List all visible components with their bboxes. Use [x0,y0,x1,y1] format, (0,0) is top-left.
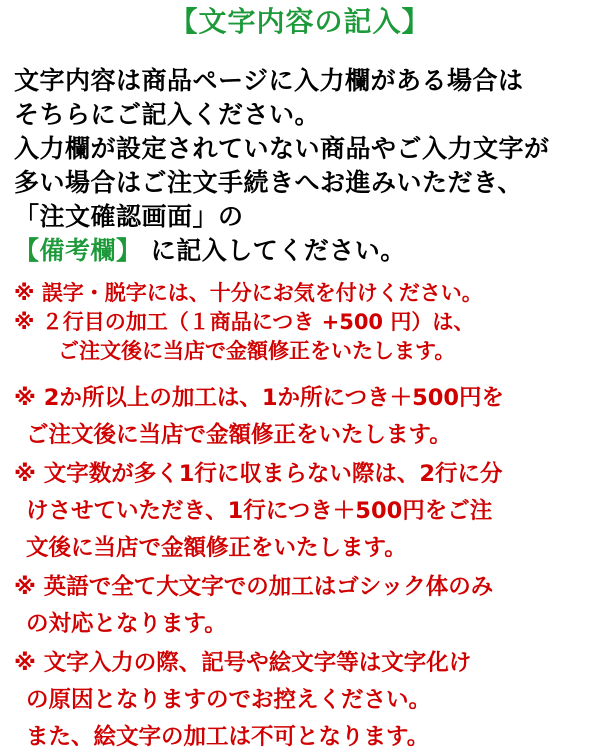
note-line: ※ 2か所以上の加工は、1か所につき＋500円を [14,385,505,411]
note-line: ※ 文字入力の際、記号や絵文字等は文字化け [14,650,472,676]
note-line: ご注文後に当店で金額修正をいたします。 [58,339,456,363]
intro-line: 多い場合はご注文手続きへお進みいただき、 [14,168,524,197]
note-item [14,456,594,567]
note-item [14,279,594,308]
intro-line-rest: に記入してください。 [150,236,406,265]
intro-text [14,64,594,268]
remarks-field-label: 【備考欄】 [14,236,142,265]
intro-line: そちらにご記入ください。 [14,100,321,129]
note-line: また、絵文字の加工は不可となります。 [26,724,430,750]
note-line: ※ 英語で全て大文字での加工はゴシック体のみ [14,574,494,600]
note-line: ※ ２行目の加工（１商品につき +500 円）は、 [14,310,475,334]
note-item [14,380,594,454]
note-line: の原因となりますのでお控えください。 [26,687,432,713]
intro-line: 「注文確認画面」の [14,202,244,231]
note-line: ※ 文字数が多く1行に収まらない際は、2行に分 [14,461,503,487]
note-item [14,308,594,366]
intro-line: 文字内容は商品ページに入力欄がある場合は [14,66,524,95]
intro-line: 入力欄が設定されていない商品やご入力文字が [14,134,550,163]
note-item [14,645,594,756]
notes-list [14,279,594,756]
note-line: 文後に当店で金額修正をいたします。 [26,535,407,561]
intro-line [14,234,594,268]
note-line: ※ 誤字・脱字には、十分にお気を付けください。 [14,281,483,305]
note-line: ご注文後に当店で金額修正をいたします。 [26,422,452,448]
note-line: の対応となります。 [26,611,227,637]
section-title: 【文字内容の記入】 [169,5,431,38]
note-line: けさせていただき、1行につき＋500円をご注 [26,498,493,524]
note-item [14,569,594,643]
